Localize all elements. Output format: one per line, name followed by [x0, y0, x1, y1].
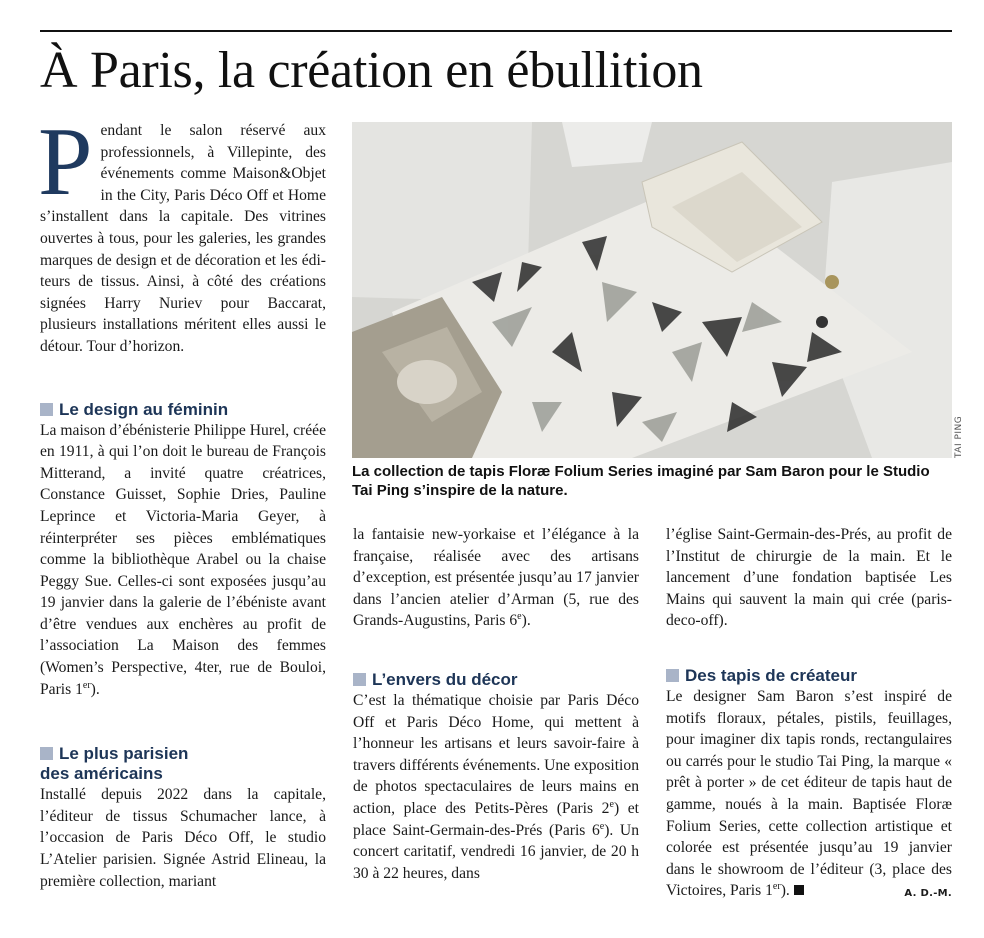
body-tail: ).	[90, 680, 100, 698]
body-text: ) et place Saint-Germain-des-Prés (Paris 6	[353, 799, 639, 839]
superscript: e	[517, 611, 522, 623]
column-3	[666, 524, 952, 905]
section-heading-text: L’envers du décor	[372, 669, 518, 689]
superscript: e	[609, 798, 614, 810]
article-photo	[352, 122, 952, 458]
body-tail: ).	[780, 882, 790, 900]
body-text: C’est la thématique choisie par Paris Déco Off et Paris Déco Home, qui mettent à l’honneur les artisans et leurs savoir-faire à travers différents événements. Une exposition de photos spectaculaires de leurs mains en action, place des Petits-Pères (Paris 2	[353, 691, 639, 817]
intro-paragraph	[38, 108, 326, 358]
article-title: À Paris, la création en ébullition	[40, 42, 703, 99]
photo-caption: La collection de tapis Floræ Folium Series imaginé par Sam Baron pour le Studio Tai Ping s’inspire de la nature.	[352, 463, 930, 499]
section-body-envers-decor	[353, 690, 639, 884]
end-of-article-square-icon	[794, 885, 804, 895]
section-heading-plus-parisien	[40, 744, 326, 784]
body-text: la fantaisie new-yorkaise et l’élégance à la française, réalisée avec des artisans d’exception, est présentée jusqu’au 17 janvier dans l’ancien atelier d’Arman (5, rue des Grands-Augustins, Paris 6	[353, 526, 639, 630]
author-byline: A. D.-M.	[904, 888, 952, 900]
section-square-icon	[40, 747, 53, 760]
drop-cap: P	[38, 108, 93, 216]
body-text: ). Un concert caritatif, vendredi 16 janvier, de 20 h 30 à 22 heures, dans	[353, 821, 639, 882]
intro-text: endant le salon réservé aux professionnels, à Villepinte, des événements comme Maison&Objet in the City, Paris Déco Off et Home s’installent dans la capitale. Des vitrines ouvertes à tous, pour les galeries, les grandes marques de design et de décoration et les éditeurs de tissus. Ainsi, à côté des créations signées Harry Nuriev pour Baccarat, plusieurs installations méritent elles aussi le détour. Tour d’horizon.	[40, 122, 326, 355]
section-square-icon	[40, 403, 53, 416]
section-heading-tapis-createur	[666, 666, 952, 686]
section-heading-text: Des tapis de créateur	[685, 665, 857, 685]
photo-credit: TAI PING	[954, 415, 964, 458]
section-body-envers-decor-continued	[666, 524, 952, 632]
superscript: e	[599, 820, 605, 832]
section-body-design-feminin	[40, 420, 326, 701]
section-heading-line2: des américains	[40, 764, 163, 784]
section-heading-line1: Le plus parisien	[59, 744, 189, 764]
section-heading-design-feminin	[40, 400, 326, 420]
section-body-plus-parisien-continued	[353, 524, 639, 632]
section-square-icon	[353, 673, 366, 686]
body-text: l’église Saint-Germain-des-Prés, au profit de l’Institut de chirurgie de la main. Et le lancement d’une fondation baptisée Les Mains qui sauvent la main qui crée (paris-deco-off).	[666, 526, 952, 630]
column-1	[38, 108, 326, 892]
superscript: er	[772, 881, 781, 893]
living-room-rug-illustration	[352, 122, 952, 458]
section-heading-envers-decor	[353, 670, 639, 690]
body-text: La maison d’ébénisterie Philippe Hurel, créée en 1911, à qui l’on doit le bureau de François Mitterand, a invité quatre créatrices, Constance Guisset, Sophie Dries, Pauline Leprince et Victoria-Maria Geyer, à réinterpréter ses pièces emblématiques comme la bibliothèque Arabel ou la chaise Peggy Sue. Celles-ci sont exposées jusqu’au 19 janvier dans la galerie de l’ébéniste avant d’être vendues aux enchères au profit de l’association La Maison des femmes (Women’s Perspective, 4ter, rue de Bouloi, Paris 1	[40, 421, 326, 698]
body-text: Installé depuis 2022 dans la capitale, l’éditeur de tissus Schumacher lance, à l’occasion de Paris Déco Off, le studio L’Atelier parisien. Signée Astrid Elineau, la première collection, mariant	[40, 786, 326, 890]
section-body-plus-parisien	[40, 784, 326, 892]
section-heading-text: Le design au féminin	[59, 399, 229, 419]
body-tail: ).	[521, 612, 531, 630]
section-body-tapis-createur	[666, 686, 952, 902]
column-2	[353, 524, 639, 884]
body-text: Le designer Sam Baron s’est inspiré de motifs floraux, pétales, pistils, feuillages, pour imaginer dix tapis ronds, rectangulaires ou carrés pour le studio Tai Ping, la marque « prêt à porter » de cet éditeur de tapis haut de gamme, noués à la main. Baptisée Floræ Folium Series, cette collection artistique et colorée est présentée jusqu’au 19 janvier dans le showroom de l’éditeur (3, place des Victoires, Paris 1	[666, 687, 952, 900]
section-square-icon	[666, 669, 679, 682]
top-rule	[40, 30, 952, 32]
superscript: er	[82, 679, 91, 691]
